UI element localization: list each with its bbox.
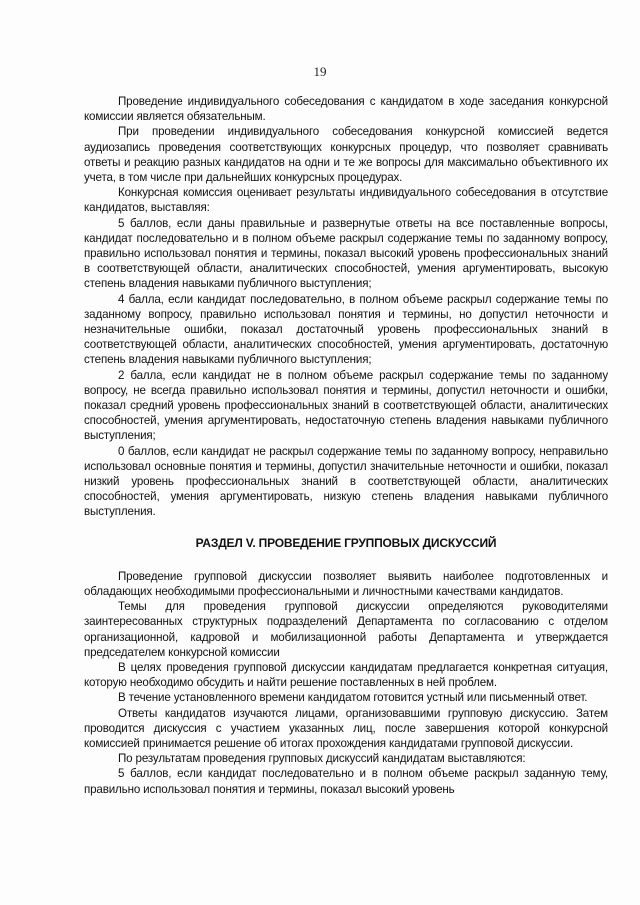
paragraph-score-5: 5 баллов, если даны правильные и развернутые ответы на все поставленные вопросы, кандидат последовательно и в полном объеме раскрыл содержание темы по заданному вопросу, правильно использовал понятия и термины, показал высокий уровень профессиональных знаний в соответствующей области, аналитических способностей, умения аргументировать, высокую степень владения навыками публичного выступления;	[84, 216, 608, 291]
document-body	[84, 94, 608, 797]
paragraph-score-5: 5 баллов, если кандидат последовательно и в полном объеме раскрыл заданную тему, правильно использовал понятия и термины, показал высокий уровень	[84, 767, 608, 796]
paragraph: При проведении индивидуального собеседования конкурсной комиссией ведется аудиозапись проведения соответствующих конкурсных процедур, что позволяет сравнивать ответы и реакцию разных кандидатов на одни и те же вопросы для максимально объективного их учета, в том числе при дальнейших конкурсных процедурах.	[84, 125, 608, 185]
paragraph: В целях проведения групповой дискуссии кандидатам предлагается конкретная ситуация, которую необходимо обсудить и найти решение поставленных в ней проблем.	[84, 660, 608, 690]
paragraph: По результатам проведения групповых дискуссий кандидатам выставляются:	[118, 752, 526, 766]
paragraph: Темы для проведения групповой дискуссии определяются руководителями заинтересованных структурных подразделений Департамента по согласованию с отделом организационной, кадровой и мобилизационной работы Департамента и утверждается председателем конкурсной комиссии	[84, 600, 608, 659]
page-number: 19	[313, 64, 327, 79]
section-title: РАЗДЕЛ V. ПРОВЕДЕНИЕ ГРУППОВЫХ ДИСКУССИЙ	[195, 535, 497, 550]
paragraph: Проведение индивидуального собеседования с кандидатом в ходе заседания конкурсной комиссии является обязательным.	[84, 95, 608, 124]
paragraph-score-4: 4 балла, если кандидат последовательно, в полном объеме раскрыл содержание темы по заданному вопросу, правильно использовал понятия и термины, но допустил неточности и незначительные ошибки, показал достаточный уровень профессиональных знаний в соответствующей области, аналитических способностей, умения аргументировать, достаточную степень владения навыками публичного выступления;	[84, 292, 608, 367]
paragraph-score-2: 2 балла, если кандидат не в полном объеме раскрыл содержание темы по заданному вопросу, не всегда правильно использовал понятия и термины, допустил неточности и ошибки, показал средний уровень профессиональных знаний в соответствующей области, аналитических способностей, умения аргументировать, недостаточную степень владения навыками публичного выступления;	[84, 368, 608, 443]
paragraph-score-0: 0 баллов, если кандидат не раскрыл содержание темы по заданному вопросу, неправильно использовал основные понятия и термины, допустил значительные неточности и ошибки, показал низкий уровень профессиональных знаний в соответствующей области, аналитических способностей, умения аргументировать, низкую степень владения навыками публичного выступления.	[84, 444, 608, 519]
paragraph: Конкурсная комиссия оценивает результаты индивидуального собеседования в отсутствие кандидатов, выставляя:	[84, 186, 608, 215]
paragraph: В течение установленного времени кандидатом готовится устный или письменный ответ.	[118, 691, 588, 705]
paragraph: Ответы кандидатов изучаются лицами, организовавшими групповую дискуссию. Затем проводится дискуссия с участием указанных лиц, после завершения которой конкурсной комиссией принимается решение об итогах прохождения кандидатами групповой дискуссии.	[84, 706, 608, 750]
paragraph: Проведение групповой дискуссии позволяет выявить наиболее подготовленных и обладающих необходимыми профессиональными и личностными качествами кандидатов.	[84, 569, 608, 598]
